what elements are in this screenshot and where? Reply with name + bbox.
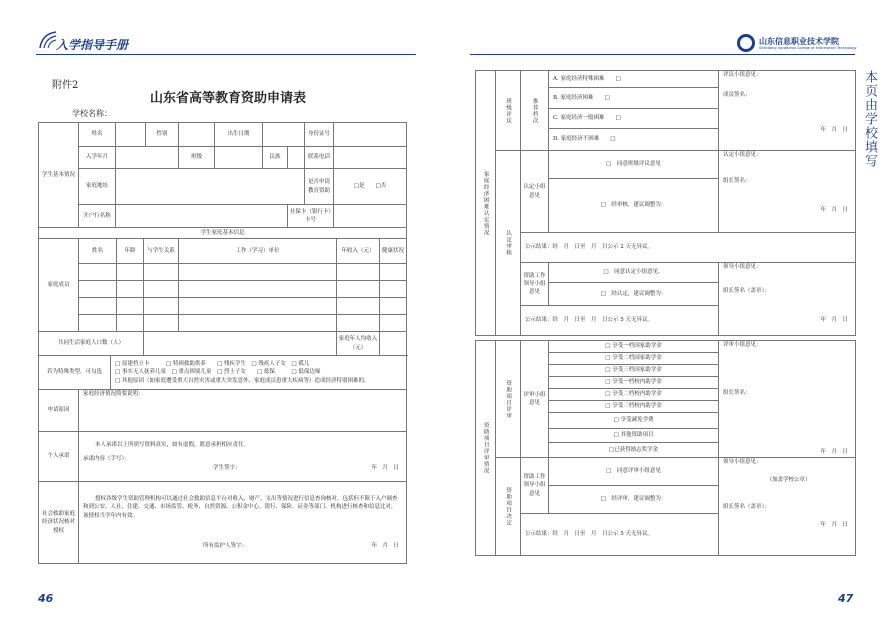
form-cell[interactable] xyxy=(179,264,337,281)
form-cell[interactable]: B. 家庭经济困难 □ xyxy=(549,88,719,109)
card-field[interactable] xyxy=(334,205,407,228)
form-cell: 联系电话 xyxy=(305,147,334,169)
gender-field[interactable] xyxy=(179,123,215,147)
form-cell[interactable]: □ 享受二档校内助学金 xyxy=(549,389,719,401)
form-cell[interactable]: □ 享受三档校内助学金 xyxy=(549,401,719,413)
form-cell[interactable] xyxy=(380,315,407,332)
form-cell[interactable] xyxy=(144,281,179,298)
form-cell[interactable] xyxy=(179,298,337,315)
school-logo-icon xyxy=(737,34,755,52)
form-cell: 资助项目评审情况 xyxy=(476,341,496,556)
review-table-2 xyxy=(475,340,856,556)
form-cell: 性别 xyxy=(146,123,179,147)
form-cell[interactable] xyxy=(79,315,117,332)
apply-choice[interactable]: □是 □否 xyxy=(334,169,407,205)
form-cell[interactable] xyxy=(337,298,380,315)
form-cell[interactable]: D. 家庭经济不困难 □ xyxy=(549,129,719,151)
form-cell[interactable]: □ 同意评审小组意见 xyxy=(549,458,719,486)
form-cell: 是否申请教育资助 xyxy=(305,169,334,205)
handbook-title: 入学指导手册 xyxy=(56,38,129,52)
school-name-label: 学校名称： xyxy=(72,109,112,118)
family-header: 学生家庭基本信息 xyxy=(39,228,407,239)
page-title: 山东省高等教育资助申请表 xyxy=(150,91,307,106)
form-cell[interactable] xyxy=(79,298,117,315)
form-cell[interactable] xyxy=(179,281,337,298)
form-cell: 家庭地址 xyxy=(79,169,116,205)
form-cell: 若为特殊类型，可勾选 xyxy=(39,356,111,390)
avg-income-field[interactable] xyxy=(380,332,407,356)
form-cell: 开户行名称 xyxy=(79,205,116,228)
form-cell[interactable]: 领导小组意见： （加盖学校公章） 组长签名（盖章）： 年 月 日 xyxy=(719,458,856,556)
form-cell: 姓名 xyxy=(79,239,117,264)
form-cell[interactable]: □ 享受一档校内助学金 xyxy=(549,377,719,389)
id-field[interactable] xyxy=(334,123,407,147)
form-cell[interactable]: □ 其他资助项目 xyxy=(549,429,719,443)
phone-field[interactable] xyxy=(334,147,407,169)
review-table-1 xyxy=(475,70,856,336)
authorization-field[interactable]: 授权各级学生资助管理机构可以通过社会救助信息平台对收入、财产、支出等情况进行信息查询核对，包括但不限于入户调查和到公安、人社、住建、交通、市场监管、税务、自然资源、公积金中心、银行、保险、证券等部门、机构进行核查和信息比对，该授权当学年内有效。 所有监护人签字： 年 月 日 xyxy=(79,482,407,564)
form-cell[interactable]: □ 享受减免学费 xyxy=(549,413,719,429)
form-cell: 与学生关系 xyxy=(144,239,179,264)
form-cell: 公示结果：经 月 日至 月 日公示 2 天无异议。 xyxy=(521,233,856,263)
name-field[interactable] xyxy=(116,123,146,147)
form-cell[interactable] xyxy=(144,264,179,281)
ethnic-field[interactable] xyxy=(288,147,305,169)
form-cell[interactable]: □ 同意班级评议意见 xyxy=(549,151,719,179)
school-name-en: Shandong Vocational College of Information Technology xyxy=(759,46,857,50)
form-cell: 个人承诺 xyxy=(39,432,79,482)
header-divider xyxy=(36,54,416,55)
form-cell[interactable] xyxy=(79,281,117,298)
form-cell: 认定审核 xyxy=(496,151,521,336)
form-cell[interactable] xyxy=(337,281,380,298)
review-opinion[interactable]: 评议小组意见： 成员签名： 年 月 日 xyxy=(719,71,856,151)
form-cell[interactable]: □ 同意认定小组意见。 xyxy=(549,263,719,283)
form-cell[interactable]: □ 经审核，建议调整为： xyxy=(549,179,719,233)
form-cell[interactable]: □ 享受三档国家助学金 xyxy=(549,365,719,377)
form-cell: 社保卡（银行卡）卡号 xyxy=(288,205,334,228)
form-cell: 家庭经济困难认定情况 xyxy=(476,71,496,336)
special-types[interactable]: □ 原建档立卡 □ 特困救助供养 □ 残疾学生 □ 残疾人子女 □ 孤儿 □ 事实无人抚养儿童 □ 重点困境儿童 □ 烈士子女 □ 低保 □ 低保边缘 □ 其他原因（如家庭遭受重大自然灾害或重大突发意外、家庭成员患重大疾病等）造成经济特别困难的。 xyxy=(111,356,407,390)
form-cell: 认定小组意见 xyxy=(521,151,549,233)
form-cell: 班级 xyxy=(179,147,215,169)
address-field[interactable] xyxy=(116,169,305,205)
application-form xyxy=(38,122,406,564)
form-cell: 姓名 xyxy=(79,123,116,147)
form-cell[interactable] xyxy=(117,281,144,298)
form-cell: 推荐档次 xyxy=(521,71,549,151)
bank-field[interactable] xyxy=(116,205,288,228)
form-cell: 公示结果：经 月 日至 月 日公示 5 天无异议。 xyxy=(521,306,719,336)
form-cell: 家庭年人均收入（元） xyxy=(337,332,380,356)
family-table xyxy=(38,238,407,356)
form-cell[interactable] xyxy=(79,264,117,281)
table-row xyxy=(39,315,407,332)
form-cell[interactable] xyxy=(380,298,407,315)
form-cell[interactable]: 认定小组意见： 组长签名： 年 月 日 xyxy=(719,151,856,233)
form-cell[interactable] xyxy=(117,315,144,332)
form-cell[interactable] xyxy=(117,264,144,281)
form-cell[interactable]: 评审小组意见： 组长签名： 年 月 日 xyxy=(719,341,856,458)
form-cell: 公示结果：经 月 日至 月 日公示 5 天无异议。 xyxy=(521,514,719,556)
side-note: 本页由学校填写 xyxy=(862,70,877,168)
table-row xyxy=(39,264,407,281)
class-field[interactable] xyxy=(215,147,263,169)
form-cell[interactable]: □ 经评审，建议调整为： xyxy=(549,486,719,514)
school-name: 山东信息职业技术学院 xyxy=(759,37,839,46)
form-cell: 出生日期 xyxy=(215,123,263,147)
logo-arcs-icon xyxy=(38,30,58,50)
basic-info-table xyxy=(38,122,407,239)
form-cell[interactable] xyxy=(380,264,407,281)
form-cell: 资助项目决定 xyxy=(496,458,521,556)
reason-field[interactable]: 家庭经济情况简要说明： xyxy=(79,390,407,432)
form-cell: 健康状况 xyxy=(380,239,407,264)
form-cell: 身份证号 xyxy=(305,123,334,147)
population-field[interactable] xyxy=(144,332,337,356)
form-cell: 资助工作领导小组意见 xyxy=(521,458,549,514)
form-cell: 家庭成员 xyxy=(39,239,79,332)
form-cell[interactable] xyxy=(144,315,179,332)
form-cell: 申请原因 xyxy=(39,390,79,432)
table-row xyxy=(39,298,407,315)
form-cell: 年龄 xyxy=(117,239,144,264)
page-number-left: 46 xyxy=(38,592,54,605)
birth-field[interactable] xyxy=(263,123,305,147)
form-cell[interactable] xyxy=(179,315,337,332)
form-cell: 工作（学习）单位 xyxy=(179,239,337,264)
form-cell: 评审小组意见 xyxy=(521,341,549,458)
form-cell: 资助工作领导小组意见 xyxy=(521,263,549,306)
lower-table xyxy=(38,355,407,564)
form-cell[interactable]: A. 家庭经济特殊困难 □ xyxy=(549,71,719,88)
form-cell: 年收入（元） xyxy=(337,239,380,264)
header-divider xyxy=(470,54,855,55)
form-cell[interactable]: □ 经认定，建议调整为： xyxy=(549,283,719,306)
form-cell[interactable] xyxy=(337,264,380,281)
form-cell[interactable]: □已获得励志奖学金 xyxy=(549,443,719,458)
form-cell: 共同生活家庭人口数（人） xyxy=(39,332,144,356)
form-cell: 班级评议 xyxy=(496,71,521,151)
form-cell[interactable] xyxy=(144,298,179,315)
form-cell: 入学年月 xyxy=(79,147,116,169)
form-cell[interactable]: 领导小组意见： 组长签名（盖章）： 年 月 日 xyxy=(719,263,856,336)
enroll-field[interactable] xyxy=(116,147,179,169)
form-cell: 民族 xyxy=(263,147,288,169)
form-cell: 学生基本情况 xyxy=(39,123,79,228)
attachment-label: 附件2 xyxy=(52,80,79,91)
form-cell[interactable] xyxy=(337,315,380,332)
form-cell: 社会救助家庭经济状况核对授权 xyxy=(39,482,79,564)
table-row xyxy=(39,281,407,298)
form-cell[interactable] xyxy=(380,281,407,298)
commitment-field[interactable]: 本人承诺以上所填写资料真实，如有虚假，愿意承担相应责任。 承诺内容（手写）： 学生签字： 年 月 日 xyxy=(79,432,407,482)
form-cell[interactable]: □ 享受一档国家助学金 xyxy=(549,341,719,353)
form-cell[interactable]: C. 家庭经济一般困难 □ xyxy=(549,109,719,129)
form-cell: 资助项目评审 xyxy=(496,341,521,458)
page-number-right: 47 xyxy=(838,592,854,605)
form-cell[interactable] xyxy=(117,298,144,315)
form-cell[interactable]: □ 享受二档国家助学金 xyxy=(549,353,719,365)
